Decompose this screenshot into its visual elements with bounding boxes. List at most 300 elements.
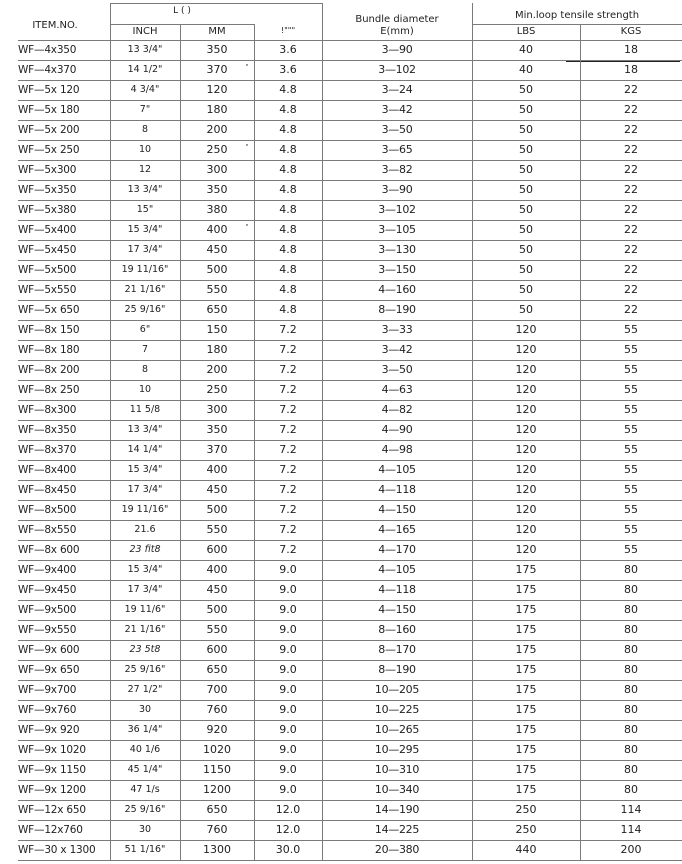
kgs-cell: 55	[624, 423, 638, 436]
row-rule	[18, 460, 682, 461]
mm-cell: 450	[206, 483, 228, 496]
mark-cell	[240, 520, 254, 540]
bundle-cell: 10—310	[374, 763, 420, 776]
mark-cell	[240, 340, 254, 360]
bundle-cell: 4—150	[378, 503, 416, 516]
bundle-cell: 3—102	[378, 63, 416, 76]
mark-cell	[240, 100, 254, 120]
mark-cell	[240, 720, 254, 740]
kgs-cell: 80	[624, 783, 638, 796]
mark-cell	[240, 760, 254, 780]
header-top-rule	[110, 3, 322, 4]
item-no-cell: WF—5x300	[18, 164, 77, 176]
mm-cell: 300	[206, 163, 228, 176]
width-cell: 4.8	[279, 303, 297, 316]
kgs-cell: 80	[624, 663, 638, 676]
lbs-cell: 175	[515, 683, 537, 696]
bundle-cell: 8—170	[378, 643, 416, 656]
width-cell: 7.2	[279, 403, 297, 416]
bundle-cell: 10—225	[374, 703, 420, 716]
lbs-cell: 175	[515, 563, 537, 576]
mm-cell: 350	[206, 43, 228, 56]
lbs-cell: 175	[515, 623, 537, 636]
width-cell: 9.0	[279, 623, 297, 636]
kgs-cell: 22	[624, 203, 638, 216]
width-cell: 9.0	[279, 583, 297, 596]
row-rule	[18, 400, 682, 401]
row-rule	[18, 620, 682, 621]
lbs-cell: 120	[515, 523, 537, 536]
item-no-cell: WF—9x 920	[18, 724, 80, 736]
lbs-cell: 175	[515, 663, 537, 676]
mark-cell	[240, 740, 254, 760]
mark-cell	[240, 240, 254, 260]
width-cell: 4.8	[279, 203, 297, 216]
mark-cell	[240, 560, 254, 580]
header-width: !"""	[280, 26, 296, 35]
mm-cell: 250	[206, 383, 228, 396]
inch-cell: 30	[138, 704, 152, 715]
mark-cell	[240, 320, 254, 340]
mm-cell: 650	[206, 803, 228, 816]
item-no-cell: WF—8x 600	[18, 544, 80, 556]
mark-cell	[240, 460, 254, 480]
row-rule	[18, 580, 682, 581]
inch-cell: 21 1/16"	[124, 624, 166, 635]
row-rule	[18, 480, 682, 481]
kgs-cell: 55	[624, 543, 638, 556]
item-no-cell: WF—9x700	[18, 684, 77, 696]
mark-cell	[240, 840, 254, 860]
kgs-cell: 80	[624, 643, 638, 656]
lbs-cell: 50	[519, 163, 533, 176]
kgs-cell: 80	[624, 563, 638, 576]
mm-cell: 400	[206, 563, 228, 576]
mm-cell: 1150	[203, 763, 231, 776]
kgs-cell: 55	[624, 483, 638, 496]
inch-cell: 19 11/16"	[121, 264, 169, 275]
lbs-cell: 50	[519, 303, 533, 316]
row-rule	[18, 520, 682, 521]
bundle-cell: 4—105	[378, 563, 416, 576]
mm-cell: 500	[206, 503, 228, 516]
mark-cell	[240, 380, 254, 400]
bundle-cell: 4—150	[378, 603, 416, 616]
header-strength-group: Min.loop tensile strength	[514, 10, 640, 21]
kgs-cell: 22	[624, 223, 638, 236]
item-no-cell: WF—5x400	[18, 224, 77, 236]
mm-cell: 1300	[203, 843, 231, 856]
inch-cell: 17 3/4"	[127, 244, 163, 255]
header-length-group: L ( )	[173, 6, 191, 16]
bundle-cell: 14—225	[374, 823, 420, 836]
width-cell: 30.0	[275, 843, 301, 856]
lbs-cell: 120	[515, 423, 537, 436]
inch-cell: 47 1/s	[130, 784, 160, 795]
mm-cell: 500	[206, 263, 228, 276]
kgs-cell: 55	[624, 443, 638, 456]
lbs-cell: 50	[519, 183, 533, 196]
column-divider	[110, 40, 111, 860]
item-no-cell: WF—8x300	[18, 404, 77, 416]
bundle-cell: 3—33	[381, 323, 413, 336]
bundle-cell: 3—90	[381, 43, 413, 56]
lbs-cell: 120	[515, 323, 537, 336]
bundle-cell: 4—82	[381, 403, 413, 416]
width-cell: 7.2	[279, 523, 297, 536]
item-no-cell: WF—12x 650	[18, 804, 86, 816]
item-no-cell: WF—12x760	[18, 824, 83, 836]
row-rule	[18, 500, 682, 501]
width-cell: 9.0	[279, 723, 297, 736]
row-rule	[18, 200, 682, 201]
mark-cell	[240, 40, 254, 60]
width-cell: 9.0	[279, 563, 297, 576]
width-cell: 7.2	[279, 423, 297, 436]
width-cell: 4.8	[279, 143, 297, 156]
lbs-cell: 120	[515, 463, 537, 476]
bundle-cell: 4—118	[378, 583, 416, 596]
width-cell: 7.2	[279, 323, 297, 336]
header-kgs: KGS	[620, 26, 642, 37]
inch-cell: 12	[138, 164, 152, 175]
row-rule	[18, 120, 682, 121]
mark-cell	[240, 600, 254, 620]
kgs-cell: 80	[624, 683, 638, 696]
mm-cell: 400	[206, 223, 228, 236]
inch-cell: 10	[138, 384, 152, 395]
kgs-cell: 80	[624, 723, 638, 736]
inch-cell: 36 1/4"	[127, 724, 163, 735]
width-cell: 4.8	[279, 243, 297, 256]
inch-cell: 25 9/16"	[124, 304, 166, 315]
kgs-cell: 80	[624, 623, 638, 636]
item-no-cell: WF—5x450	[18, 244, 77, 256]
kgs-cell: 55	[624, 463, 638, 476]
kgs-cell: 18	[624, 43, 638, 56]
column-divider	[580, 40, 581, 860]
mm-cell: 300	[206, 403, 228, 416]
width-cell: 4.8	[279, 163, 297, 176]
mm-cell: 600	[206, 643, 228, 656]
mm-cell: 550	[206, 623, 228, 636]
bundle-cell: 10—340	[374, 783, 420, 796]
item-no-cell: WF—9x760	[18, 704, 77, 716]
inch-cell: 25 9/16"	[124, 804, 166, 815]
width-cell: 7.2	[279, 463, 297, 476]
mark-cell	[240, 160, 254, 180]
row-rule	[18, 380, 682, 381]
mark-cell	[240, 700, 254, 720]
kgs-cell: 114	[620, 823, 642, 836]
width-cell: 4.8	[279, 123, 297, 136]
inch-cell: 10	[138, 144, 152, 155]
mark-cell	[240, 580, 254, 600]
mark-cell	[240, 400, 254, 420]
lbs-cell: 50	[519, 83, 533, 96]
mm-cell: 760	[206, 703, 228, 716]
lbs-cell: 120	[515, 443, 537, 456]
row-rule	[18, 40, 682, 41]
item-no-cell: WF—5x 250	[18, 144, 80, 156]
lbs-cell: 40	[519, 43, 533, 56]
bundle-cell: 3—65	[381, 143, 413, 156]
bundle-cell: 10—265	[374, 723, 420, 736]
lbs-cell: 50	[519, 103, 533, 116]
lbs-cell: 175	[515, 643, 537, 656]
mm-cell: 650	[206, 303, 228, 316]
mark-cell	[240, 620, 254, 640]
item-no-cell: WF—5x500	[18, 264, 77, 276]
inch-cell: 11 5/8	[129, 404, 161, 415]
kgs-cell: 55	[624, 523, 638, 536]
mm-cell: 450	[206, 243, 228, 256]
row-rule	[18, 320, 682, 321]
bundle-cell: 4—105	[378, 463, 416, 476]
item-no-cell: WF—8x450	[18, 484, 77, 496]
bundle-cell: 8—190	[378, 663, 416, 676]
row-rule	[18, 80, 682, 81]
row-rule	[18, 160, 682, 161]
row-rule	[18, 260, 682, 261]
header-inch: INCH	[132, 26, 158, 37]
mm-cell: 1200	[203, 783, 231, 796]
inch-cell: 21.6	[134, 524, 156, 535]
lbs-cell: 440	[515, 843, 537, 856]
row-rule	[18, 700, 682, 701]
inch-cell: 14 1/4"	[127, 444, 163, 455]
lbs-cell: 50	[519, 243, 533, 256]
header-bundle-line2: E(mm)	[380, 26, 414, 37]
lbs-cell: 120	[515, 383, 537, 396]
mm-cell: 250	[206, 143, 228, 156]
width-cell: 9.0	[279, 783, 297, 796]
mark-cell	[240, 660, 254, 680]
table-bottom-rule	[18, 860, 682, 861]
mm-cell: 920	[206, 723, 228, 736]
inch-cell: 13 3/4"	[127, 184, 163, 195]
row-rule	[18, 280, 682, 281]
mm-cell: 370	[206, 443, 228, 456]
kgs-cell: 80	[624, 703, 638, 716]
row-rule	[18, 840, 682, 841]
bundle-cell: 8—190	[378, 303, 416, 316]
inch-cell: 17 3/4"	[127, 584, 163, 595]
item-no-cell: WF—5x 200	[18, 124, 80, 136]
kgs-cell: 55	[624, 403, 638, 416]
item-no-cell: WF—8x 180	[18, 344, 80, 356]
bundle-cell: 4—98	[381, 443, 413, 456]
bundle-cell: 3—130	[378, 243, 416, 256]
inch-cell: 45 1/4"	[127, 764, 163, 775]
width-cell: 9.0	[279, 683, 297, 696]
width-cell: 7.2	[279, 543, 297, 556]
item-no-cell: WF—4x350	[18, 44, 77, 56]
width-cell: 4.8	[279, 103, 297, 116]
inch-cell: 4 3/4"	[130, 84, 160, 95]
lbs-cell: 120	[515, 483, 537, 496]
row-rule	[18, 360, 682, 361]
width-cell: 9.0	[279, 663, 297, 676]
item-no-cell: WF—8x 150	[18, 324, 80, 336]
item-no-cell: WF—5x 120	[18, 84, 80, 96]
item-no-cell: WF—8x 200	[18, 364, 80, 376]
mark-cell	[240, 120, 254, 140]
width-cell: 9.0	[279, 743, 297, 756]
mm-cell: 550	[206, 283, 228, 296]
bundle-cell: 4—63	[381, 383, 413, 396]
mark-cell	[240, 360, 254, 380]
bundle-cell: 3—90	[381, 183, 413, 196]
bundle-cell: 3—24	[381, 83, 413, 96]
mark-cell: "	[245, 143, 249, 151]
inch-cell: 51 1/16"	[124, 844, 166, 855]
bundle-cell: 3—42	[381, 343, 413, 356]
bundle-cell: 3—105	[378, 223, 416, 236]
mark-cell	[240, 480, 254, 500]
item-no-cell: WF—30 x 1300	[18, 844, 96, 856]
inch-cell: 14 1/2"	[127, 64, 163, 75]
kgs-cell: 114	[620, 803, 642, 816]
inch-cell: 30	[138, 824, 152, 835]
bundle-cell: 4—160	[378, 283, 416, 296]
item-no-cell: WF—4x370	[18, 64, 77, 76]
kgs-cell: 55	[624, 343, 638, 356]
bundle-cell: 3—42	[381, 103, 413, 116]
row-rule	[18, 640, 682, 641]
inch-cell: 15 3/4"	[127, 224, 163, 235]
bundle-cell: 4—118	[378, 483, 416, 496]
item-no-cell: WF—8x500	[18, 504, 77, 516]
inch-cell: 19 11/16"	[121, 504, 169, 515]
mm-cell: 200	[206, 363, 228, 376]
lbs-cell: 250	[515, 823, 537, 836]
column-divider	[180, 40, 181, 860]
bundle-cell: 4—90	[381, 423, 413, 436]
inch-cell: 25 9/16"	[124, 664, 166, 675]
mm-cell: 700	[206, 683, 228, 696]
inch-cell: 13 3/4"	[127, 44, 163, 55]
lbs-cell: 50	[519, 143, 533, 156]
row-rule	[18, 180, 682, 181]
mark-cell	[240, 420, 254, 440]
inch-cell: 6"	[139, 324, 151, 335]
item-no-cell: WF—9x 650	[18, 664, 80, 676]
column-divider	[322, 40, 323, 860]
width-cell: 4.8	[279, 83, 297, 96]
mm-cell: 760	[206, 823, 228, 836]
kgs-cell: 55	[624, 323, 638, 336]
kgs-cell: 55	[624, 383, 638, 396]
mm-cell: 180	[206, 103, 228, 116]
inch-cell: 13 3/4"	[127, 424, 163, 435]
kgs-cell: 55	[624, 363, 638, 376]
mm-cell: 200	[206, 123, 228, 136]
width-cell: 7.2	[279, 343, 297, 356]
bundle-cell: 3—50	[381, 123, 413, 136]
item-no-cell: WF—9x400	[18, 564, 77, 576]
item-no-cell: WF—9x 1020	[18, 744, 86, 756]
inch-cell: 7"	[139, 104, 151, 115]
kgs-cell: 80	[624, 583, 638, 596]
bundle-cell: 4—165	[378, 523, 416, 536]
inch-cell: 23 5t8	[129, 644, 161, 655]
lbs-cell: 175	[515, 583, 537, 596]
item-no-cell: WF—8x550	[18, 524, 77, 536]
kgs-cell: 80	[624, 603, 638, 616]
bundle-cell: 8—160	[378, 623, 416, 636]
item-no-cell: WF—8x 250	[18, 384, 80, 396]
lbs-cell: 120	[515, 363, 537, 376]
width-cell: 4.8	[279, 263, 297, 276]
row-rule	[18, 680, 682, 681]
column-divider	[254, 40, 255, 860]
width-cell: 7.2	[279, 383, 297, 396]
lbs-cell: 175	[515, 783, 537, 796]
row-rule	[18, 780, 682, 781]
lbs-cell: 175	[515, 723, 537, 736]
mm-cell: 370	[206, 63, 228, 76]
row-rule	[18, 340, 682, 341]
kgs-cell: 22	[624, 83, 638, 96]
width-cell: 9.0	[279, 603, 297, 616]
row-rule	[18, 560, 682, 561]
mark-cell	[240, 440, 254, 460]
mm-cell: 550	[206, 523, 228, 536]
bundle-cell: 10—205	[374, 683, 420, 696]
lbs-cell: 175	[515, 603, 537, 616]
header-item-no: ITEM.NO.	[32, 20, 78, 31]
mark-cell	[240, 280, 254, 300]
mm-cell: 650	[206, 663, 228, 676]
bundle-cell: 4—170	[378, 543, 416, 556]
mark-cell	[240, 500, 254, 520]
kgs-cell: 80	[624, 743, 638, 756]
bundle-cell: 3—50	[381, 363, 413, 376]
mm-cell: 400	[206, 463, 228, 476]
item-no-cell: WF—5x350	[18, 184, 77, 196]
mark-cell	[240, 640, 254, 660]
item-no-cell: WF—8x400	[18, 464, 77, 476]
width-cell: 7.2	[279, 483, 297, 496]
lbs-cell: 120	[515, 543, 537, 556]
width-cell: 12.0	[275, 823, 301, 836]
mark-cell: "	[245, 63, 249, 71]
row-rule	[18, 220, 682, 221]
header-bundle-line1: Bundle diameter	[355, 14, 439, 25]
item-no-cell: WF—8x370	[18, 444, 77, 456]
lbs-cell: 175	[515, 743, 537, 756]
lbs-cell: 50	[519, 203, 533, 216]
mark-cell	[240, 780, 254, 800]
item-no-cell: WF—5x380	[18, 204, 77, 216]
lbs-cell: 40	[519, 63, 533, 76]
mm-cell: 500	[206, 603, 228, 616]
lbs-cell: 50	[519, 223, 533, 236]
mm-cell: 350	[206, 183, 228, 196]
row-rule	[18, 740, 682, 741]
width-cell: 7.2	[279, 363, 297, 376]
row-rule	[18, 140, 682, 141]
mm-cell: 150	[206, 323, 228, 336]
kgs-cell: 22	[624, 123, 638, 136]
inch-cell: 23 fit8	[129, 544, 161, 555]
lbs-cell: 50	[519, 263, 533, 276]
kgs-cell: 55	[624, 503, 638, 516]
inch-cell: 15 3/4"	[127, 464, 163, 475]
width-cell: 7.2	[279, 443, 297, 456]
width-cell: 4.8	[279, 223, 297, 236]
